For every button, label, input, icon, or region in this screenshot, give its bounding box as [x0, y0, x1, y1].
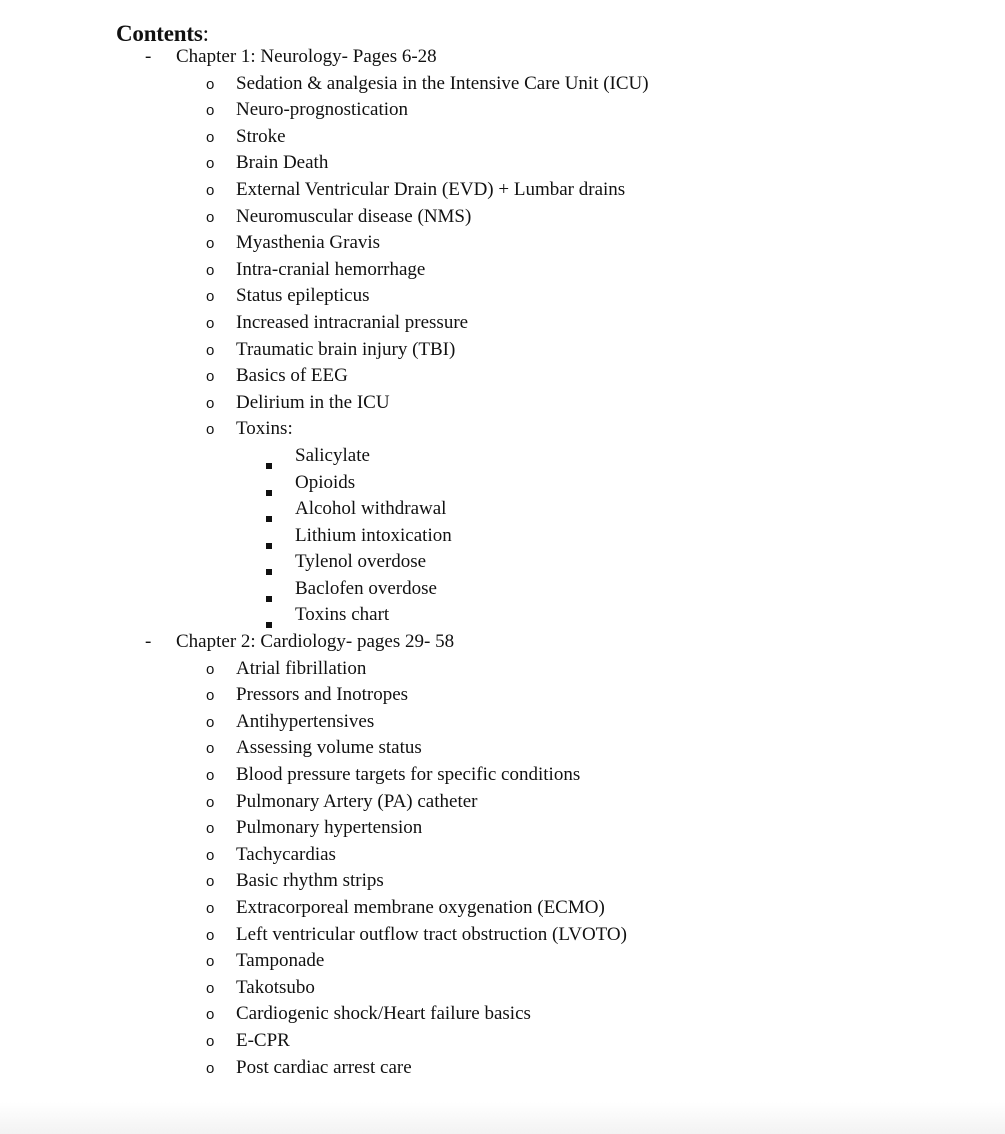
circle-bullet: o [206, 740, 215, 758]
toc-subitem-text: Toxins chart [295, 604, 390, 626]
toc-item [0, 390, 1005, 417]
toc-item [0, 150, 1005, 177]
toc-item-text: Basic rhythm strips [236, 870, 384, 892]
toc-item [0, 762, 1005, 789]
circle-bullet: o [206, 846, 215, 864]
toc-item [0, 948, 1005, 975]
circle-bullet: o [206, 75, 215, 93]
toc-item-text: Brain Death [236, 152, 329, 174]
toc-item-text: Sedation & analgesia in the Intensive Care Unit (ICU) [236, 72, 649, 94]
circle-bullet: o [206, 288, 215, 306]
toc-item [0, 416, 1005, 443]
circle-bullet: o [206, 128, 215, 146]
square-bullet-icon [266, 496, 274, 523]
dash-bullet: - [145, 631, 152, 653]
circle-bullet: o [206, 926, 215, 944]
toc-subitem [0, 576, 1005, 603]
toc-item [0, 922, 1005, 949]
circle-bullet: o [206, 953, 215, 971]
toc-item-text: Basics of EEG [236, 365, 348, 387]
circle-bullet: o [206, 767, 215, 785]
toc-item [0, 177, 1005, 204]
toc-item [0, 868, 1005, 895]
circle-bullet: o [206, 820, 215, 838]
toc-item [0, 1028, 1005, 1055]
toc-item-text: Post cardiac arrest care [236, 1056, 412, 1078]
toc-item-text: External Ventricular Drain (EVD) + Lumbar drains [236, 178, 626, 200]
toc-subitem-text: Lithium intoxication [295, 524, 452, 546]
table-of-contents [0, 44, 1005, 1081]
circle-bullet: o [206, 235, 215, 253]
toc-subitem [0, 496, 1005, 523]
toc-item [0, 709, 1005, 736]
toc-item-text: Antihypertensives [236, 710, 375, 732]
toc-item-text: Stroke [236, 125, 286, 147]
toc-item-text: Left ventricular outflow tract obstruction (LVOTO) [236, 923, 627, 945]
chapter-2-title: Chapter 2: Cardiology- pages 29- 58 [176, 631, 455, 653]
toc-subitem-text: Alcohol withdrawal [295, 498, 447, 520]
page-bottom-shade [0, 1102, 1005, 1134]
circle-bullet: o [206, 1059, 215, 1077]
circle-bullet: o [206, 900, 215, 917]
toc-item-text: Pressors and Inotropes [236, 684, 409, 706]
contents-heading-text: Contents [116, 21, 203, 46]
toc-item-text: Increased intracranial pressure [236, 311, 469, 333]
toc-item-text: Pulmonary hypertension [236, 817, 423, 839]
toc-item [0, 310, 1005, 337]
circle-bullet: o [206, 261, 215, 279]
toc-subitem-text: Baclofen overdose [295, 577, 437, 599]
circle-bullet: o [206, 208, 215, 226]
square-bullet-icon [266, 443, 274, 470]
toc-item-text: Extracorporeal membrane oxygenation (ECMO) [236, 897, 605, 918]
toc-subitem [0, 443, 1005, 470]
square-bullet-icon [266, 470, 274, 497]
circle-bullet: o [206, 793, 215, 811]
toc-item-text: Assessing volume status [236, 737, 422, 759]
toc-item [0, 735, 1005, 762]
circle-bullet: o [206, 181, 215, 199]
toc-item-text: Atrial fibrillation [236, 657, 367, 679]
toc-item-text: Myasthenia Gravis [236, 232, 381, 254]
toc-item [0, 656, 1005, 683]
toc-item-text: Tamponade [236, 950, 325, 972]
toc-item-text: Delirium in the ICU [236, 391, 390, 413]
toc-item [0, 975, 1005, 1002]
circle-bullet: o [206, 314, 215, 332]
circle-bullet: o [206, 687, 215, 705]
circle-bullet: o [206, 102, 215, 120]
square-bullet-icon [266, 602, 274, 629]
toc-item [0, 815, 1005, 842]
toc-subitem [0, 549, 1005, 576]
toc-item [0, 337, 1005, 364]
toc-item-text: Takotsubo [236, 976, 315, 998]
toc-item-text: Tachycardias [236, 843, 336, 865]
toc-item-text: Cardiogenic shock/Heart failure basics [236, 1003, 531, 1025]
circle-bullet: o [206, 421, 215, 439]
chapter-2-entry [0, 629, 1005, 656]
toc-item [0, 230, 1005, 257]
circle-bullet: o [206, 1032, 215, 1050]
toc-subitem [0, 602, 1005, 629]
toc-item-text: Intra-cranial hemorrhage [236, 258, 426, 280]
toc-item [0, 363, 1005, 390]
contents-heading-colon: : [202, 21, 209, 46]
toc-item [0, 842, 1005, 869]
square-bullet-icon [266, 576, 274, 603]
square-bullet-icon [266, 523, 274, 550]
toc-item-text: Blood pressure targets for specific conditions [236, 764, 581, 786]
circle-bullet: o [206, 979, 215, 997]
square-bullet-icon [266, 549, 274, 576]
circle-bullet: o [206, 713, 215, 731]
toc-item-text: Traumatic brain injury (TBI) [236, 338, 456, 360]
circle-bullet: o [206, 873, 215, 891]
toc-item [0, 97, 1005, 124]
toc-item [0, 283, 1005, 310]
toc-subitem [0, 523, 1005, 550]
circle-bullet: o [206, 394, 215, 412]
circle-bullet: o [206, 341, 215, 359]
toc-item-text: Neuro-prognostication [236, 99, 409, 121]
toc-item [0, 257, 1005, 284]
toc-item-text: Neuromuscular disease (NMS) [236, 205, 472, 227]
toc-item-text: Status epilepticus [236, 285, 370, 307]
toc-subitem-text: Salicylate [295, 444, 370, 466]
toc-item [0, 71, 1005, 98]
dash-bullet: - [145, 46, 152, 67]
toc-item-text: E-CPR [236, 1029, 290, 1051]
chapter-1-entry [0, 44, 1005, 71]
toc-subitem-text: Opioids [295, 471, 356, 493]
toc-item [0, 1001, 1005, 1028]
toc-item-text: Toxins: [236, 418, 293, 440]
circle-bullet: o [206, 368, 215, 386]
toc-item [0, 789, 1005, 816]
toc-subitem [0, 470, 1005, 497]
circle-bullet: o [206, 1006, 215, 1024]
toc-item [0, 204, 1005, 231]
toc-item [0, 1055, 1005, 1082]
toc-item [0, 895, 1005, 922]
circle-bullet: o [206, 660, 215, 678]
toc-item-text: Pulmonary Artery (PA) catheter [236, 790, 478, 812]
toc-item [0, 124, 1005, 151]
toc-subitem-text: Tylenol overdose [295, 551, 427, 573]
chapter-1-title: Chapter 1: Neurology- Pages 6-28 [176, 46, 437, 67]
toc-item [0, 682, 1005, 709]
circle-bullet: o [206, 155, 215, 173]
